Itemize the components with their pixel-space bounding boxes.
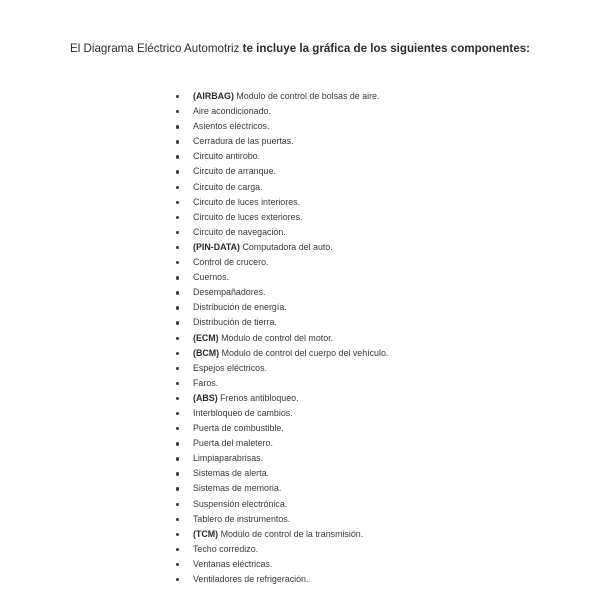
list-item-text bbox=[193, 272, 229, 282]
component-description: Interbloqueo de cambios. bbox=[193, 407, 293, 418]
list-item-text bbox=[193, 423, 284, 433]
list-item bbox=[176, 406, 388, 421]
list-item bbox=[176, 180, 388, 195]
component-description: Suspensión electrónica. bbox=[193, 498, 288, 509]
component-description: Circuito de luces interiores. bbox=[193, 196, 301, 207]
list-item bbox=[176, 255, 388, 270]
bullet-icon bbox=[176, 578, 179, 581]
list-item-text bbox=[193, 317, 277, 327]
component-code: (ECM) bbox=[193, 332, 219, 343]
list-item-text bbox=[193, 529, 363, 539]
list-item bbox=[176, 466, 388, 481]
list-item bbox=[176, 361, 388, 376]
bullet-icon bbox=[176, 518, 179, 521]
component-description: Sistemas de alerta. bbox=[193, 468, 269, 479]
list-item bbox=[176, 557, 388, 572]
component-description: Puerta de combustible. bbox=[193, 423, 284, 434]
component-description: Computadora del auto. bbox=[240, 241, 333, 252]
component-description: Cerradura de las puertas. bbox=[193, 136, 294, 147]
bullet-icon bbox=[176, 382, 179, 385]
component-description: Control de crucero. bbox=[193, 257, 269, 268]
list-item bbox=[176, 134, 388, 149]
list-item-text bbox=[193, 514, 290, 524]
list-item bbox=[176, 210, 388, 225]
list-item-text bbox=[193, 348, 388, 358]
bullet-icon bbox=[176, 397, 179, 400]
bullet-icon bbox=[176, 563, 179, 566]
list-item bbox=[176, 527, 388, 542]
bullet-icon bbox=[176, 231, 179, 234]
component-code: (TCM) bbox=[193, 528, 219, 539]
bullet-icon bbox=[176, 352, 179, 355]
component-description: Modulo de control de bolsas de aire. bbox=[233, 91, 380, 101]
list-item-text bbox=[193, 333, 333, 343]
component-description: Cuernos. bbox=[193, 272, 230, 283]
component-description: Frenos antibloqueo. bbox=[217, 392, 299, 403]
component-description: Modulo de control del cuerpo del vehículo. bbox=[219, 347, 389, 358]
list-item bbox=[176, 119, 388, 134]
list-item bbox=[176, 240, 388, 255]
bullet-icon bbox=[176, 110, 179, 113]
list-item-text bbox=[193, 574, 308, 584]
list-item-text bbox=[193, 468, 269, 478]
bullet-icon bbox=[176, 291, 179, 294]
list-item-text bbox=[193, 151, 260, 161]
list-item bbox=[176, 104, 388, 119]
list-item bbox=[176, 285, 388, 300]
component-description: Distribución de energía. bbox=[193, 302, 287, 313]
bullet-icon bbox=[176, 201, 179, 204]
bullet-icon bbox=[176, 261, 179, 264]
list-item-text bbox=[193, 287, 266, 297]
list-item bbox=[176, 451, 388, 466]
list-item-text bbox=[193, 393, 299, 403]
list-item bbox=[176, 436, 388, 451]
component-description: Asientos eléctricos. bbox=[193, 121, 270, 132]
component-description: Faros. bbox=[193, 377, 219, 388]
component-description: Puerta del maletero. bbox=[193, 438, 273, 449]
component-code: (ABS) bbox=[193, 392, 218, 403]
bullet-icon bbox=[176, 95, 179, 98]
list-item-text bbox=[193, 197, 300, 207]
bullet-icon bbox=[176, 427, 179, 430]
bullet-icon bbox=[176, 367, 179, 370]
component-description: Techo corredizo. bbox=[193, 543, 259, 554]
component-description: Circuito antirobo. bbox=[193, 151, 261, 162]
component-description: Aire acondicionado. bbox=[193, 106, 271, 117]
bullet-icon bbox=[176, 321, 179, 324]
list-item bbox=[176, 481, 388, 496]
bullet-icon bbox=[176, 140, 179, 143]
list-item bbox=[176, 300, 388, 315]
bullet-icon bbox=[176, 412, 179, 415]
list-item bbox=[176, 270, 388, 285]
bullet-icon bbox=[176, 155, 179, 158]
list-item bbox=[176, 149, 388, 164]
bullet-icon bbox=[176, 533, 179, 536]
component-list bbox=[176, 89, 388, 587]
bullet-icon bbox=[176, 306, 179, 309]
list-item bbox=[176, 225, 388, 240]
list-item-text bbox=[193, 242, 333, 252]
component-description: Circuito de carga. bbox=[193, 181, 263, 192]
bullet-icon bbox=[176, 276, 179, 279]
component-description: Sistemas de memoria. bbox=[193, 483, 282, 494]
list-item bbox=[176, 512, 388, 527]
list-item bbox=[176, 195, 388, 210]
component-description: Modulo de control del motor. bbox=[218, 332, 334, 343]
list-item bbox=[176, 497, 388, 512]
list-item bbox=[176, 572, 388, 587]
list-item bbox=[176, 164, 388, 179]
list-item-text bbox=[193, 121, 269, 131]
component-description: Ventiladores de refrigeración. bbox=[193, 574, 309, 584]
component-description: Distribución de tierra. bbox=[193, 317, 277, 328]
heading-bold-text: te incluye la gráfica de los siguientes componentes: bbox=[242, 42, 531, 55]
list-item-text bbox=[193, 378, 218, 388]
list-item-text bbox=[193, 559, 272, 569]
list-item-text bbox=[193, 408, 293, 418]
component-description: Espejos eléctricos. bbox=[193, 362, 267, 373]
list-item-text bbox=[193, 257, 268, 267]
list-item bbox=[176, 346, 388, 361]
bullet-icon bbox=[176, 472, 179, 475]
list-item bbox=[176, 421, 388, 436]
component-code: (BCM) bbox=[193, 347, 220, 358]
bullet-icon bbox=[176, 442, 179, 445]
list-item-text bbox=[193, 453, 263, 463]
bullet-icon bbox=[176, 216, 179, 219]
component-description: Ventanas eléctricas. bbox=[193, 558, 273, 569]
list-item-text bbox=[193, 212, 303, 222]
list-item-text bbox=[193, 227, 286, 237]
bullet-icon bbox=[176, 246, 179, 249]
component-description: Desempañadores. bbox=[193, 287, 266, 298]
component-code: (AIRBAG) bbox=[193, 91, 234, 101]
page-heading bbox=[60, 41, 540, 57]
bullet-icon bbox=[176, 170, 179, 173]
list-item-text bbox=[193, 438, 273, 448]
list-item bbox=[176, 542, 388, 557]
list-item bbox=[176, 391, 388, 406]
list-item-text bbox=[193, 136, 294, 146]
bullet-icon bbox=[176, 503, 179, 506]
bullet-icon bbox=[176, 457, 179, 460]
heading-normal-text: El Diagrama Eléctrico Automotriz bbox=[69, 42, 243, 55]
list-item-text bbox=[193, 302, 287, 312]
list-item-text bbox=[193, 363, 267, 373]
list-item-text bbox=[193, 544, 258, 554]
list-item bbox=[176, 331, 388, 346]
bullet-icon bbox=[176, 125, 179, 128]
component-description: Modulo de control de la transmisión. bbox=[218, 528, 364, 539]
list-item-text bbox=[193, 106, 271, 116]
list-item-text bbox=[193, 499, 287, 509]
component-description: Circuito de luces exteriores. bbox=[193, 211, 303, 222]
bullet-icon bbox=[176, 487, 179, 490]
list-item-text bbox=[193, 182, 263, 192]
component-description: Tablero de instrumentos. bbox=[193, 513, 291, 524]
list-item-text bbox=[193, 91, 379, 101]
list-item bbox=[176, 89, 388, 104]
component-description: Circuito de arranque. bbox=[193, 166, 276, 177]
component-code: (PIN-DATA) bbox=[193, 241, 240, 252]
component-description: Circuito de navegación. bbox=[193, 226, 286, 237]
list-item-text bbox=[193, 166, 276, 176]
list-item bbox=[176, 315, 388, 330]
bullet-icon bbox=[176, 548, 179, 551]
component-description: Limpiaparabrisas. bbox=[193, 453, 264, 464]
list-item-text bbox=[193, 483, 281, 493]
bullet-icon bbox=[176, 337, 179, 340]
list-item bbox=[176, 376, 388, 391]
bullet-icon bbox=[176, 186, 179, 189]
